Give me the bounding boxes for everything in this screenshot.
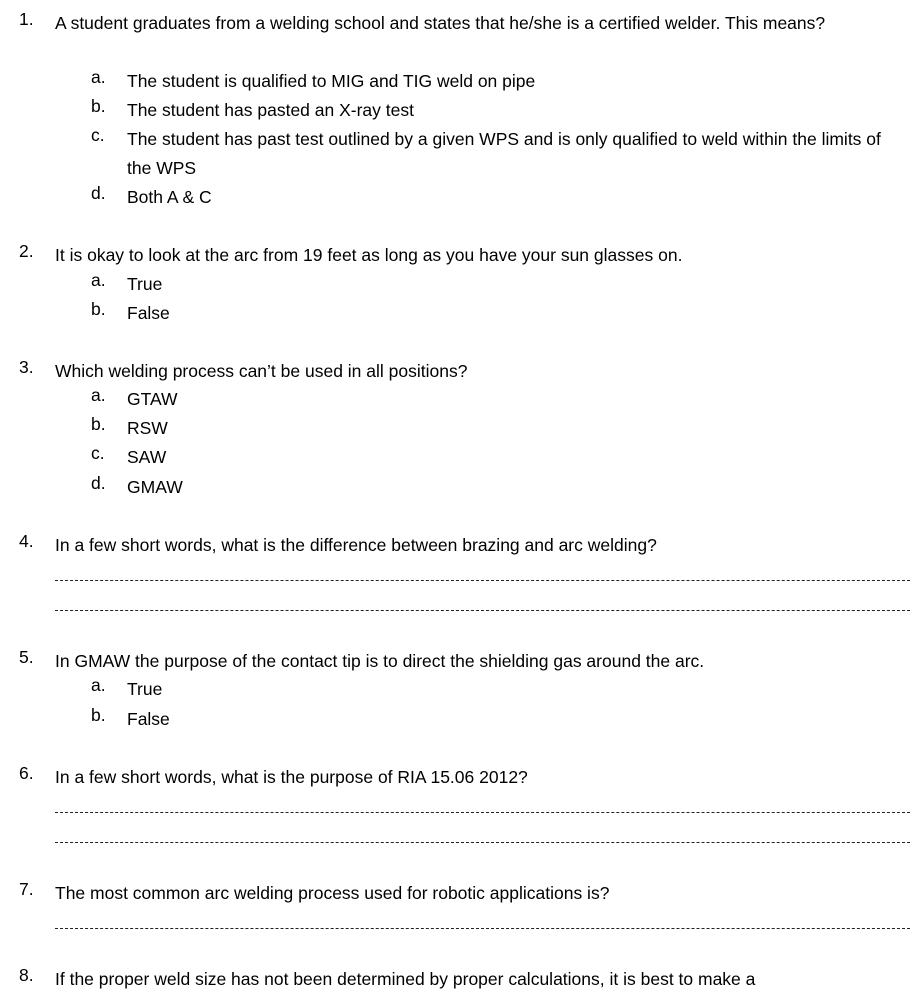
- question-number: 1.: [19, 9, 34, 29]
- option-label: a.: [91, 675, 106, 695]
- question-number: 5.: [19, 647, 34, 667]
- option-label: b.: [91, 299, 106, 319]
- option-text: True: [127, 274, 163, 294]
- question-number: 8.: [19, 965, 34, 985]
- question-number: 3.: [19, 357, 34, 377]
- option-text: Both A & C: [127, 187, 212, 207]
- question-text: If the proper weld size has not been determined by proper calculations, it is best to make a: [55, 969, 756, 989]
- option-label: b.: [91, 96, 106, 116]
- question-text: It is okay to look at the arc from 19 feet as long as you have your sun glasses on.: [55, 245, 683, 265]
- option-label: b.: [91, 705, 106, 725]
- answer-line[interactable]: [55, 610, 910, 611]
- option-text: True: [127, 679, 163, 699]
- option-label: b.: [91, 414, 106, 434]
- question-number: 2.: [19, 241, 34, 261]
- option-label: d.: [91, 183, 106, 203]
- question-text: Which welding process can’t be used in all positions?: [55, 361, 468, 381]
- question-number: 7.: [19, 879, 34, 899]
- option-text: False: [127, 303, 170, 323]
- option-label: c.: [91, 443, 105, 463]
- question-text: A student graduates from a welding school and states that he/she is a certified welder. This means?: [55, 13, 826, 33]
- option-label: a.: [91, 67, 106, 87]
- option-text: GTAW: [127, 389, 178, 409]
- option-text: The student is qualified to MIG and TIG weld on pipe: [127, 71, 536, 91]
- option-label: d.: [91, 473, 106, 493]
- question-text: In a few short words, what is the purpose of RIA 15.06 2012?: [55, 767, 528, 787]
- question-number: 4.: [19, 531, 34, 551]
- question-text: In a few short words, what is the difference between brazing and arc welding?: [55, 535, 657, 555]
- option-text: False: [127, 709, 170, 729]
- answer-line[interactable]: [55, 928, 910, 929]
- question-text: The most common arc welding process used for robotic applications is?: [55, 883, 610, 903]
- option-text: The student has pasted an X-ray test: [127, 100, 414, 120]
- option-text: SAW: [127, 447, 167, 467]
- answer-line[interactable]: [55, 812, 910, 813]
- option-text: RSW: [127, 418, 168, 438]
- option-text: The student has past test outlined by a given WPS and is only qualified to weld within the limits of the WPS: [127, 129, 881, 178]
- answer-line[interactable]: [55, 842, 910, 843]
- question-number: 6.: [19, 763, 34, 783]
- option-text: GMAW: [127, 477, 183, 497]
- option-label: c.: [91, 125, 105, 145]
- option-label: a.: [91, 385, 106, 405]
- question-text: In GMAW the purpose of the contact tip is to direct the shielding gas around the arc.: [55, 651, 705, 671]
- option-label: a.: [91, 270, 106, 290]
- answer-line[interactable]: [55, 580, 910, 581]
